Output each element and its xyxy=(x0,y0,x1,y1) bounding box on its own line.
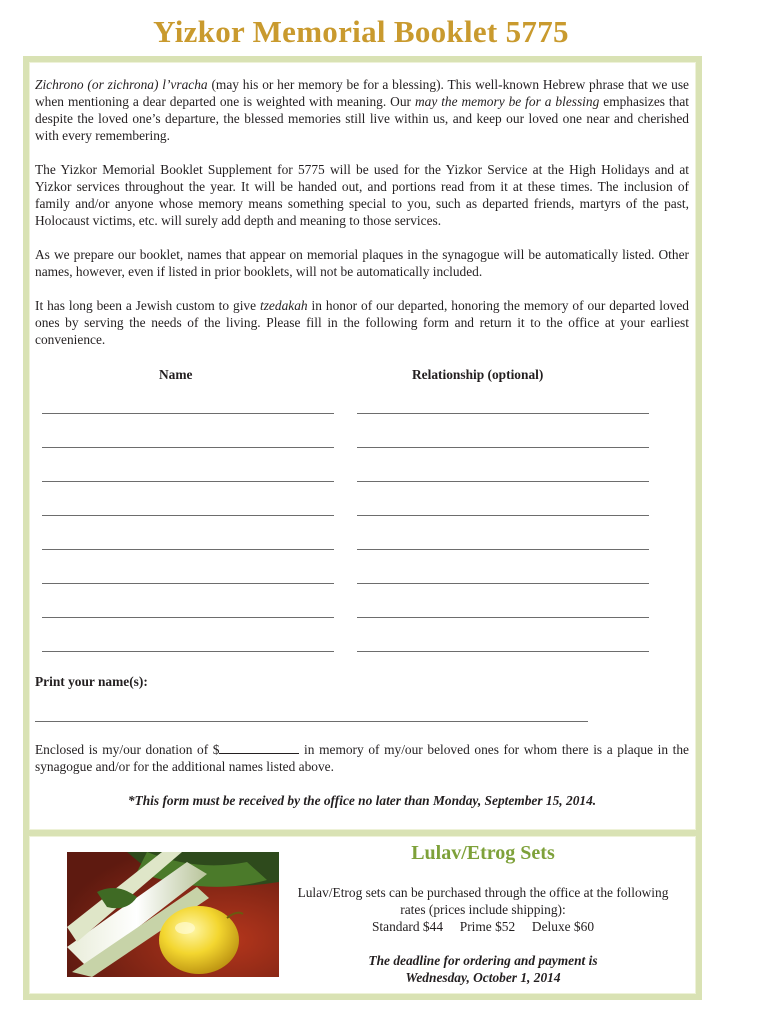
print-name-line[interactable] xyxy=(35,721,588,722)
lulav-etrog-photo xyxy=(67,852,279,977)
relationship-line[interactable] xyxy=(357,481,649,482)
relationship-line[interactable] xyxy=(357,549,649,550)
lulav-title: Lulav/Etrog Sets xyxy=(411,842,555,864)
intro-phrase: Zichrono (or zichrona) l’vracha xyxy=(35,77,208,92)
relationship-line[interactable] xyxy=(357,651,649,652)
relationship-line[interactable] xyxy=(357,413,649,414)
lulav-line-1: Lulav/Etrog sets can be purchased through the office at the following xyxy=(297,885,669,900)
name-line[interactable] xyxy=(42,549,334,550)
lulav-line-2: rates (prices include shipping): xyxy=(400,902,566,917)
intro-text-2: emphasizes that despite the loved one’s departure, the blessed memories still live within us, and keep our loved one near and cherished with every remembering. xyxy=(35,94,689,143)
name-column-header: Name xyxy=(159,367,193,382)
tzedakah-text-2: in honor of our departed, honoring the memory of our departed loved ones by serving the needs of the living. Please fill in the following form and return it to the office at your earliest convenience. xyxy=(35,298,689,347)
lulav-description xyxy=(290,884,676,935)
donation-amount-blank[interactable] xyxy=(219,741,299,754)
tzedakah-term: tzedakah xyxy=(260,298,308,313)
lulav-deadline xyxy=(290,952,676,986)
tzedakah-paragraph xyxy=(35,297,689,348)
name-line[interactable] xyxy=(42,447,334,448)
name-line[interactable] xyxy=(42,651,334,652)
intro-text-1: (may his or her memory be for a blessing). This well-known Hebrew phrase that we use when mentioning a dear departed one is weighted with meaning. Our xyxy=(35,77,689,109)
intro-paragraph xyxy=(35,76,689,144)
relationship-line[interactable] xyxy=(357,583,649,584)
intro-phrase-2: may the memory be for a blessing xyxy=(414,94,600,109)
relationship-column-header: Relationship (optional) xyxy=(412,367,544,382)
booklet-paragraph: The Yizkor Memorial Booklet Supplement for 5775 will be used for the Yizkor Service at the High Holidays and at Yizkor services throughout the year. It will be handed out, and portions read from it at these times. The inclusion of family and/or anyone whose memory means something special to you, such as departed friends, martyrs of the past, Holocaust victims, etc. will surely add depth and meaning to those services. xyxy=(35,162,689,228)
relationship-line[interactable] xyxy=(357,447,649,448)
name-line[interactable] xyxy=(42,413,334,414)
page-title: Yizkor Memorial Booklet 5775 xyxy=(153,14,569,49)
lulav-deadline-date: Wednesday, October 1, 2014 xyxy=(405,970,561,985)
donation-paragraph xyxy=(35,741,689,775)
lulav-prices: Standard $44 Prime $52 Deluxe $60 xyxy=(371,919,595,934)
name-line[interactable] xyxy=(42,583,334,584)
print-name-label: Print your name(s): xyxy=(35,674,148,689)
deadline-notice: *This form must be received by the office no later than Monday, September 15, 2014. xyxy=(127,793,597,808)
relationship-line[interactable] xyxy=(357,515,649,516)
donation-text-1: Enclosed is my/our donation of $ xyxy=(35,742,220,757)
donation-text-2: in memory of my/our beloved ones for whom there is a plaque in the synagogue and/or for the additional names listed above. xyxy=(35,742,689,774)
lulav-etrog-image xyxy=(67,852,279,977)
name-line[interactable] xyxy=(42,481,334,482)
relationship-line[interactable] xyxy=(357,617,649,618)
name-line[interactable] xyxy=(42,515,334,516)
name-line[interactable] xyxy=(42,617,334,618)
tzedakah-text-1: It has long been a Jewish custom to give xyxy=(35,298,260,313)
plaques-paragraph: As we prepare our booklet, names that appear on memorial plaques in the synagogue will be automatically listed. Other names, however, even if listed in prior booklets, will not be automatically included. xyxy=(35,247,689,279)
lulav-deadline-line-1: The deadline for ordering and payment is xyxy=(368,953,598,968)
